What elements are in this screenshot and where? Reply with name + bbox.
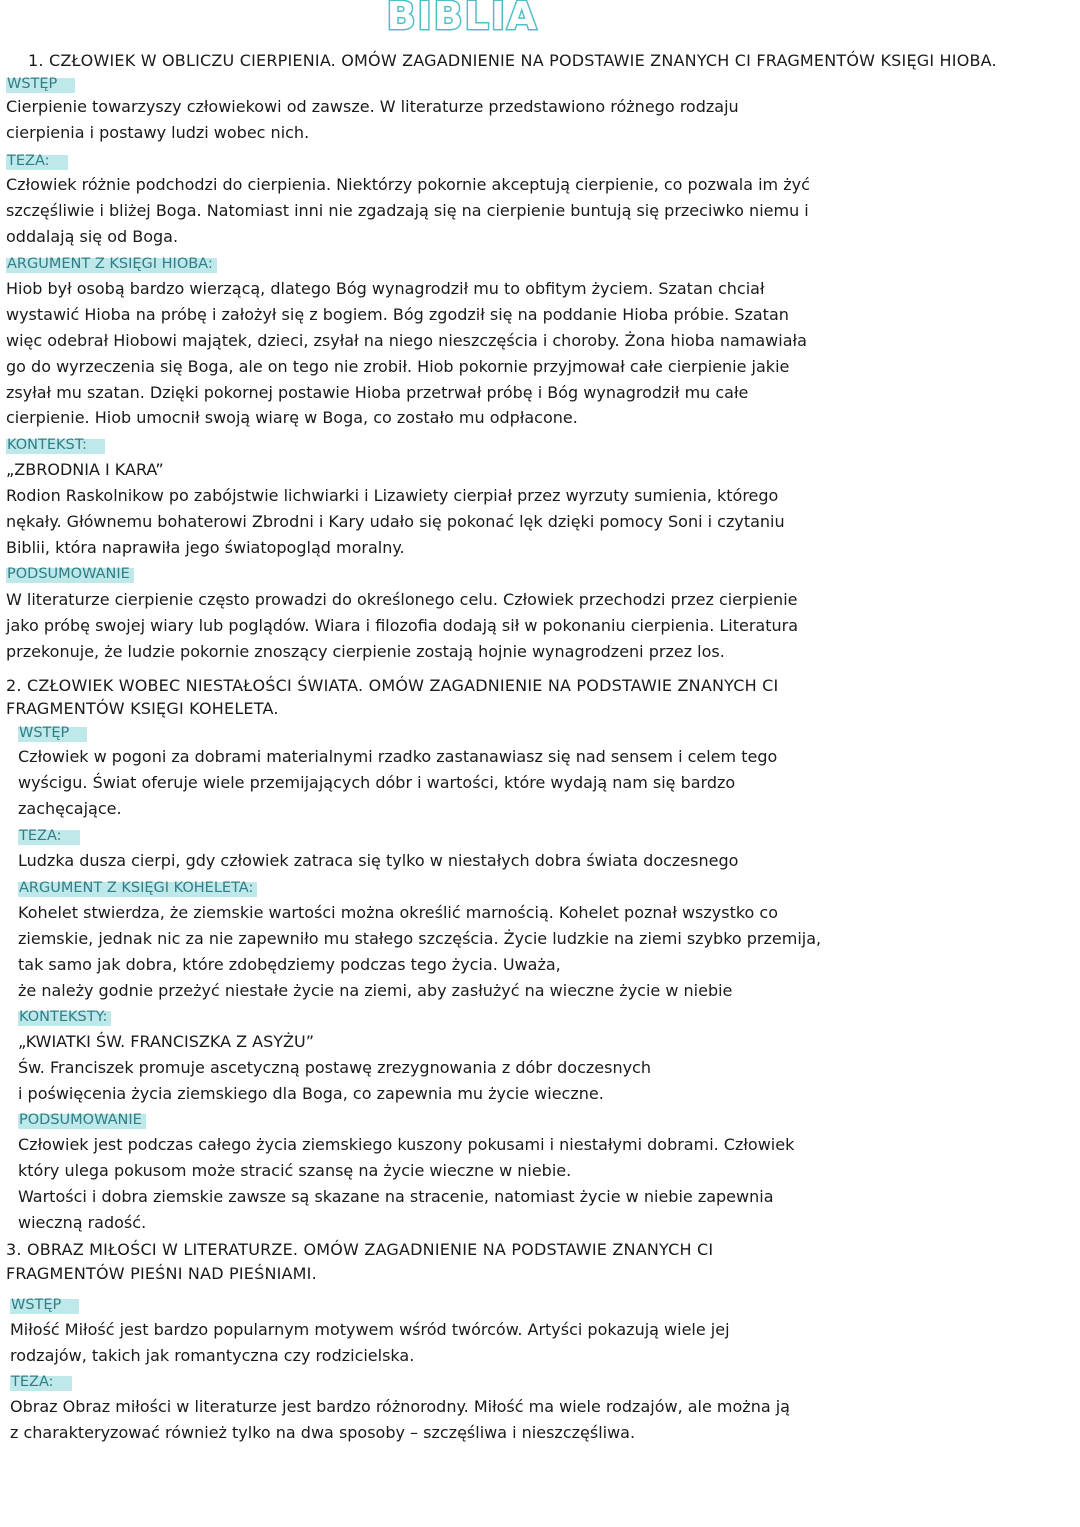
- text-line: Człowiek różnie podchodzi do cierpienia. Niektórzy pokornie akceptują cierpienie, co pozwala im żyć: [6, 175, 810, 194]
- label-podsumowanie-1: PODSUMOWANIE: [6, 565, 134, 583]
- text-line: jako próbę swojej wiary lub poglądów. Wiara i filozofia dodają sił w pokonaniu cierpienia. Literatura: [6, 616, 799, 635]
- question-2-heading-cont: FRAGMENTÓW KSIĘGI KOHELETA.: [6, 699, 279, 718]
- label-wstep-2: WSTĘP: [18, 724, 87, 742]
- text-line: Człowiek jest podczas całego życia ziemskiego kuszony pokusami i niestałymi dobrami. Człowiek: [18, 1135, 795, 1154]
- text-line: Cierpienie towarzyszy człowiekowi od zawsze. W literaturze przedstawiono różnego rodzaju: [6, 97, 739, 116]
- text-line: który ulega pokusom może stracić szansę na życie wieczne w niebie.: [18, 1161, 572, 1180]
- text-line: W literaturze cierpienie często prowadzi do określonego celu. Człowiek przechodzi przez cierpienie: [6, 590, 798, 609]
- text-line: tak samo jak dobra, które zdobędziemy podczas tego życia. Uważa,: [18, 955, 561, 974]
- text-line: i poświęcenia życia ziemskiego dla Boga, co zapewnia mu życie wieczne.: [18, 1084, 604, 1103]
- text-line: cierpienia i postawy ludzi wobec nich.: [6, 123, 310, 142]
- text-line: Rodion Raskolnikow po zabójstwie lichwiarki i Lizawiety cierpiał przez wyrzuty sumienia, którego: [6, 486, 779, 505]
- text-line: Kohelet stwierdza, że ziemskie wartości można określić marnością. Kohelet poznał wszystko co: [18, 903, 779, 922]
- text-line: Miłość Miłość jest bardzo popularnym motywem wśród twórców. Artyści pokazują wiele jej: [10, 1320, 730, 1339]
- label-argument-1: ARGUMENT Z KSIĘGI HIOBA:: [6, 255, 217, 273]
- text-line: zsyłał mu szatan. Dzięki pokornej postawie Hioba przetrwał próbę i Bóg wynagrodził mu całe: [6, 383, 749, 402]
- text-line: zachęcające.: [18, 799, 122, 818]
- text-line: Ludzka dusza cierpi, gdy człowiek zatraca się tylko w niestałych dobra świata doczesnego: [18, 851, 739, 870]
- label-podsumowanie-2: PODSUMOWANIE: [18, 1111, 146, 1129]
- text-line: Człowiek w pogoni za dobrami materialnymi rzadko zastanawiasz się nad sensem i celem tego: [18, 747, 778, 766]
- text-line: cierpienie. Hiob umocnił swoją wiarę w Boga, co zostało mu odpłacone.: [6, 408, 578, 427]
- text-line: Obraz Obraz miłości w literaturze jest bardzo różnorodny. Miłość ma wiele rodzajów, ale można ją: [10, 1397, 790, 1416]
- context-title: „ZBRODNIA I KARA”: [6, 460, 164, 479]
- label-teza-3: TEZA:: [10, 1373, 72, 1391]
- text-line: Wartości i dobra ziemskie zawsze są skazane na stracenie, natomiast życie w niebie zapewnia: [18, 1187, 774, 1206]
- question-1-heading: 1. CZŁOWIEK W OBLICZU CIERPIENIA. OMÓW ZAGADNIENIE NA PODSTAWIE ZNANYCH CI FRAGMENTÓW KSIĘGI HIOBA.: [28, 51, 997, 70]
- label-wstep-1: WSTĘP: [6, 75, 75, 93]
- context-title: „KWIATKI ŚW. FRANCISZKA Z ASYŻU”: [18, 1032, 314, 1051]
- text-line: przekonuje, że ludzie pokornie znoszący cierpienie zostają hojnie wynagrodzeni przez los.: [6, 642, 725, 661]
- text-line: Hiob był osobą bardzo wierzącą, dlatego Bóg wynagrodził mu to obfitym życiem. Szatan chciał: [6, 279, 765, 298]
- question-3-heading-cont: FRAGMENTÓW PIEŚNI NAD PIEŚNIAMI.: [6, 1264, 317, 1283]
- page-title: BIBLIA: [386, 0, 539, 38]
- text-line: nękały. Głównemu bohaterowi Zbrodni i Kary udało się pokonać lęk dzięki pomocy Soni i czytaniu: [6, 512, 785, 531]
- text-line: Biblii, która naprawiła jego światopogląd moralny.: [6, 538, 405, 557]
- label-kontekst-1: KONTEKST:: [6, 436, 105, 454]
- text-line: szczęśliwie i bliżej Boga. Natomiast inni nie zgadzają się na cierpienie buntują się przeciwko niemu i: [6, 201, 809, 220]
- text-line: oddalają się od Boga.: [6, 227, 179, 246]
- text-line: ziemskie, jednak nic za nie zapewniło mu stałego szczęścia. Życie ludzkie na ziemi szybko przemija,: [18, 929, 822, 948]
- text-line: wystawić Hioba na próbę i założył się z bogiem. Bóg zgodził się na poddanie Hioba próbie. Szatan: [6, 305, 789, 324]
- label-argument-2: ARGUMENT Z KSIĘGI KOHELETA:: [18, 879, 257, 897]
- label-konteksty-2: KONTEKSTY:: [18, 1008, 111, 1026]
- text-line: wieczną radość.: [18, 1213, 147, 1232]
- text-line: że należy godnie przeżyć niestałe życie na ziemi, aby zasłużyć na wieczne życie w niebie: [18, 981, 733, 1000]
- text-line: z charakteryzować również tylko na dwa sposoby – szczęśliwa i nieszczęśliwa.: [10, 1423, 636, 1442]
- text-line: Św. Franciszek promuje ascetyczną postawę zrezygnowania z dóbr doczesnych: [18, 1058, 651, 1077]
- text-line: więc odebrał Hiobowi majątek, dzieci, zsyłał na niego nieszczęścia i choroby. Żona hioba namawiała: [6, 331, 807, 350]
- text-line: go do wyrzeczenia się Boga, ale on tego nie zrobił. Hiob pokornie przyjmował całe cierpienie jakie: [6, 357, 790, 376]
- question-3-heading: 3. OBRAZ MIŁOŚCI W LITERATURZE. OMÓW ZAGADNIENIE NA PODSTAWIE ZNANYCH CI: [6, 1240, 714, 1259]
- label-teza-1: TEZA:: [6, 152, 68, 170]
- label-teza-2: TEZA:: [18, 827, 80, 845]
- question-2-heading: 2. CZŁOWIEK WOBEC NIESTAŁOŚCI ŚWIATA. OMÓW ZAGADNIENIE NA PODSTAWIE ZNANYCH CI: [6, 676, 779, 695]
- text-line: rodzajów, takich jak romantyczna czy rodzicielska.: [10, 1346, 415, 1365]
- text-line: wyścigu. Świat oferuje wiele przemijających dóbr i wartości, które wydają nam się bardzo: [18, 773, 736, 792]
- label-wstep-3: WSTĘP: [10, 1296, 79, 1314]
